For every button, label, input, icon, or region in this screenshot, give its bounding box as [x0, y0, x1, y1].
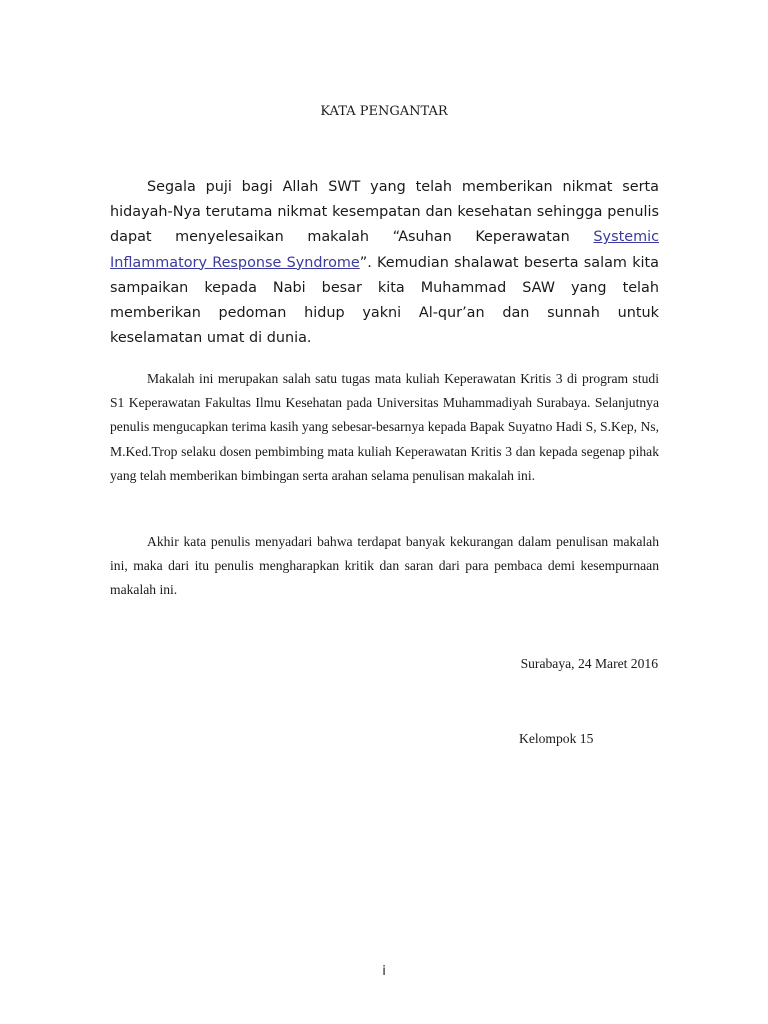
paragraph-acknowledgement: Makalah ini merupakan salah satu tugas mata kuliah Keperawatan Kritis 3 di program studi S1 Keperawatan Fakultas Ilmu Kesehatan pada Universitas Muhammadiyah Surabaya. Selanjutnya penulis mengucapkan terima kasih yang sebesar-besarnya kepada Bapak Suyatno Hadi S, S.Kep, Ns, M.Ked.Trop selaku dosen pembimbing mata kuliah Keperawatan Kritis 3 dan kepada segenap pihak yang telah memberikan bimbingan serta arahan selama penulisan makalah ini. [110, 371, 659, 483]
paragraph-intro [110, 175, 659, 351]
page-number: i [382, 964, 386, 979]
paragraph-intro-text-start: Segala puji bagi Allah SWT yang telah memberikan nikmat serta hidayah-Nya terutama nikmat kesempatan dan kesehatan sehingga penulis dapat menyelesaikan makalah “Asuhan Keperawatan [110, 179, 659, 246]
paragraph-intro-text-end: ”. Kemudian shalawat beserta salam kita sampaikan kepada Nabi besar kita Muhammad SAW yang telah memberikan pedoman hidup yakni Al-qur’an dan sunnah untuk keselamatan umat di dunia. [110, 254, 659, 347]
paragraph-closing: Akhir kata penulis menyadari bahwa terdapat banyak kekurangan dalam penulisan makalah ini, maka dari itu penulis mengharapkan kritik dan saran dari para pembaca demi kesempurnaan makalah ini. [110, 534, 659, 598]
group-signature: Kelompok 15 [519, 731, 594, 746]
syndrome-link[interactable]: Systemic Inflammatory Response Syndrome [110, 229, 659, 271]
page-title: KATA PENGANTAR [320, 104, 448, 119]
place-date: Surabaya, 24 Maret 2016 [520, 656, 658, 671]
